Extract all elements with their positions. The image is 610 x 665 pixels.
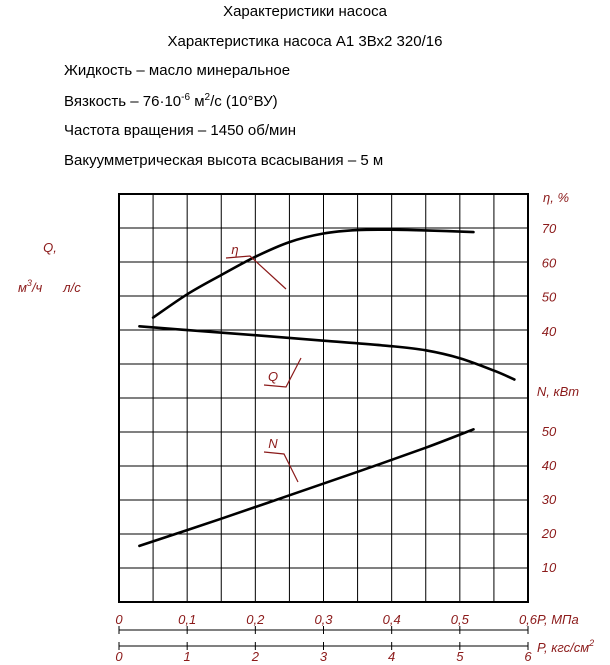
pressure-tick-kgf: 3	[319, 649, 328, 664]
flow-unit-m3h-sup: 3	[26, 278, 32, 288]
viscosity-exponent: -6	[181, 92, 191, 103]
power-tick-label: 30	[541, 492, 557, 507]
info-rotation: Частота вращения – 1450 об/мин	[64, 122, 297, 139]
info-suction: Вакуумметрическая высота всасывания – 5 м	[64, 152, 384, 169]
pressure-tick-mpa: 0,3	[314, 612, 333, 627]
power-tick-label: 20	[541, 526, 557, 541]
eta-tick-label: 50	[541, 289, 557, 305]
power-curve	[139, 429, 473, 546]
eta-curve-label: η	[231, 242, 239, 257]
pressure-tick-mpa: 0	[115, 612, 123, 627]
chart-curves	[139, 230, 514, 546]
power-axis-label: N, кВт	[536, 384, 580, 399]
curve-leader-line	[226, 256, 286, 289]
pressure-tick-mpa: 0,2	[246, 612, 265, 627]
flow-unit-ls: л/с	[63, 280, 81, 295]
chart-subtitle: Характеристика насоса А1 3Вх2 320/16	[167, 33, 443, 50]
pressure-tick-mpa: 0,5	[450, 612, 469, 627]
info-liquid: Жидкость – масло минеральное	[64, 62, 291, 79]
eta-tick-label: 40	[541, 324, 557, 339]
power-curve-label: N	[268, 436, 278, 451]
pressure-axis-label-kgf-sup: 2	[589, 638, 595, 648]
pressure-tick-mpa: 0,6	[518, 612, 538, 627]
flow-unit-m3h: $м^3/ч$	[18, 278, 43, 295]
viscosity-square: 2	[204, 92, 211, 103]
pressure-tick-mpa: 0,4	[382, 612, 401, 627]
pressure-axis-label-mpa: P, МПа	[537, 612, 579, 627]
viscosity-prefix: Вязкость – 76·10	[64, 93, 182, 110]
chart-grid	[119, 194, 528, 602]
chart-labels	[15, 0, 594, 664]
eta-tick-label: 60	[541, 255, 557, 271]
pressure-axis-label-kgf: P, кгс/$см^2$	[537, 638, 595, 655]
power-tick-label: 50	[541, 424, 557, 439]
eta-tick-label: 70	[541, 221, 557, 236]
flow-unit-m3h-tail: /ч	[31, 280, 43, 295]
pressure-tick-kgf: 0	[115, 649, 123, 664]
viscosity-mid: м	[190, 93, 205, 110]
flow-curve	[139, 326, 514, 379]
eta-axis-label: η, %	[543, 190, 569, 205]
pressure-tick-kgf: 4	[388, 649, 396, 664]
pressure-tick-mpa: 0,1	[178, 612, 197, 627]
flow-curve-label: Q	[267, 369, 279, 384]
curve-leader-line	[264, 452, 298, 482]
pressure-tick-kgf: 6	[524, 649, 532, 664]
power-tick-label: 10	[541, 560, 557, 575]
pressure-tick-kgf: 2	[251, 649, 259, 664]
flow-axis-label: Q,	[43, 240, 57, 255]
pressure-tick-kgf: 1	[183, 649, 191, 664]
pressure-tick-kgf: 5	[456, 649, 464, 664]
chart-title: Характеристики насоса	[223, 3, 387, 20]
power-tick-label: 40	[541, 458, 557, 473]
viscosity-suffix: /с (10°ВУ)	[210, 93, 278, 110]
